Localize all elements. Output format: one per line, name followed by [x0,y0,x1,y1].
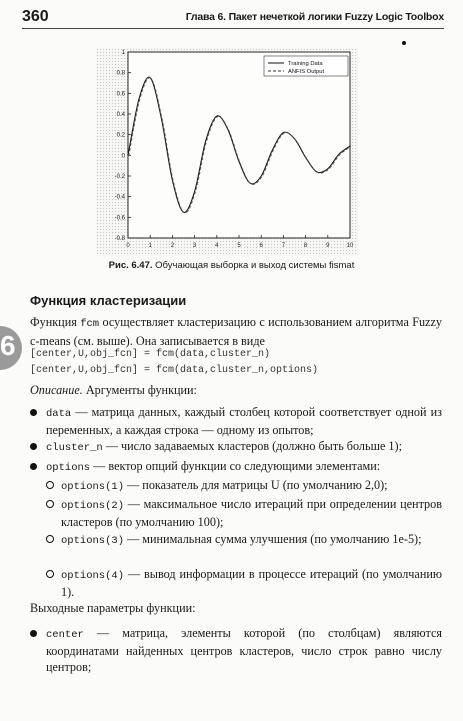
intro-text-b: осуществляет кластеризацию с использованием алгоритма Fuzzy c-means (см. выше). Она записывается в виде [30,315,442,348]
option-item-text [61,496,442,530]
y-tick-label: -0.8 [114,236,125,242]
y-tick-label: 0 [121,153,125,160]
ring-bullet-icon [46,481,54,489]
x-tick-label: 3 [192,243,197,249]
y-tick-label: 0.8 [116,70,125,77]
header-rule [22,28,444,29]
plot-area [128,52,350,238]
ring-bullet-icon [46,535,54,543]
y-tick-label: 0.2 [116,132,125,139]
x-tick-label: 0 [126,243,130,249]
figure-chart [96,48,358,256]
chapter-tab-marker [0,326,22,372]
intro-text-a: Функция [30,315,81,329]
arg-name: cluster_n [46,442,103,454]
option-desc: — показатель для матрицы U (по умолчанию 2,0); [124,478,388,492]
caption-label: Рис. 6.47. [108,260,153,271]
figure-caption [0,260,463,271]
arg-name: options [46,462,91,474]
chart-svg [96,48,358,256]
intro-function-name: fcm [80,318,100,330]
arg-name: data [46,408,72,420]
option-item-text [61,566,442,600]
option-name: options(2) [61,500,125,512]
x-tick-label: 9 [326,243,330,249]
arg-item-text [46,404,442,438]
option-name: options(4) [61,570,125,582]
output-name: center [46,629,84,641]
description-text: Аргументы функции: [82,383,197,397]
outputs-heading: Выходные параметры функции: [30,601,196,615]
x-tick-label: 6 [259,243,263,249]
arg-desc: — вектор опций функции со следующими элементами: [90,459,381,473]
y-tick-label: -0.2 [114,174,125,180]
description-paragraph [30,382,442,399]
arg-desc: — матрица данных, каждый столбец которой соответствует одной из переменных, а каждая строка — одному из опытов; [46,405,442,437]
page-number: 360 [22,8,49,25]
output-item-text [46,625,442,675]
code-line-1: [center,U,obj_fcn] = fcm(data,cluster_n) [30,349,271,360]
option-desc: — вывод информации в процессе итераций (по умолчанию 1). [61,567,442,599]
bullet-icon [30,409,37,416]
bullet-icon [30,463,37,470]
arg-desc: — число задаваемых кластеров (должно быть больше 1); [102,439,402,453]
chapter-title: Глава 6. Пакет нечеткой логики Fuzzy Logic Toolbox [185,11,444,23]
x-tick-label: 7 [281,243,286,249]
x-tick-label: 2 [170,243,175,249]
y-tick-label: 0.4 [116,112,125,118]
x-tick-label: 1 [148,243,152,249]
page-header [22,8,444,28]
margin-dot [402,41,406,45]
legend-label-anfis: ANFIS Output [288,69,325,75]
y-tick-label: 1 [121,50,125,56]
legend-label-training: Training Data [288,61,323,67]
bullet-icon [30,443,37,450]
bullet-icon [30,630,37,637]
option-desc: — минимальная сумма улучшения (по умолчанию 1e-5); [124,532,422,546]
option-name: options(1) [61,481,125,493]
x-tick-label: 5 [237,243,241,249]
code-line-2: [center,U,obj_fcn] = fcm(data,cluster_n,options) [30,365,319,376]
section-title: Функция кластеризации [30,293,187,308]
ring-bullet-icon [46,500,54,508]
y-tick-label: -0.6 [114,215,125,222]
arg-item-text [46,438,442,456]
option-item-text [61,477,442,495]
y-tick-label: -0.4 [114,194,125,201]
intro-paragraph [30,314,442,350]
option-name: options(3) [61,535,125,547]
caption-text: Обучающая выборка и выход системы fismat [155,260,355,271]
chapter-tab-number: 6 [0,330,16,361]
option-item-text [61,531,442,549]
arg-item-text [46,458,442,476]
x-tick-label: 4 [215,243,219,249]
y-tick-label: 0.6 [116,91,125,98]
description-label: Описание. [30,383,83,397]
x-tick-label: 10 [346,243,354,249]
output-desc: — матрица, элементы которой (по столбцам) являются координатами найденных центров кластеров, число строк равно числу центров; [46,626,442,674]
option-desc: — максимальное число итераций при определении центров кластеров (по умолчанию 100); [61,497,442,529]
ring-bullet-icon [46,570,54,578]
x-tick-label: 8 [303,243,308,249]
